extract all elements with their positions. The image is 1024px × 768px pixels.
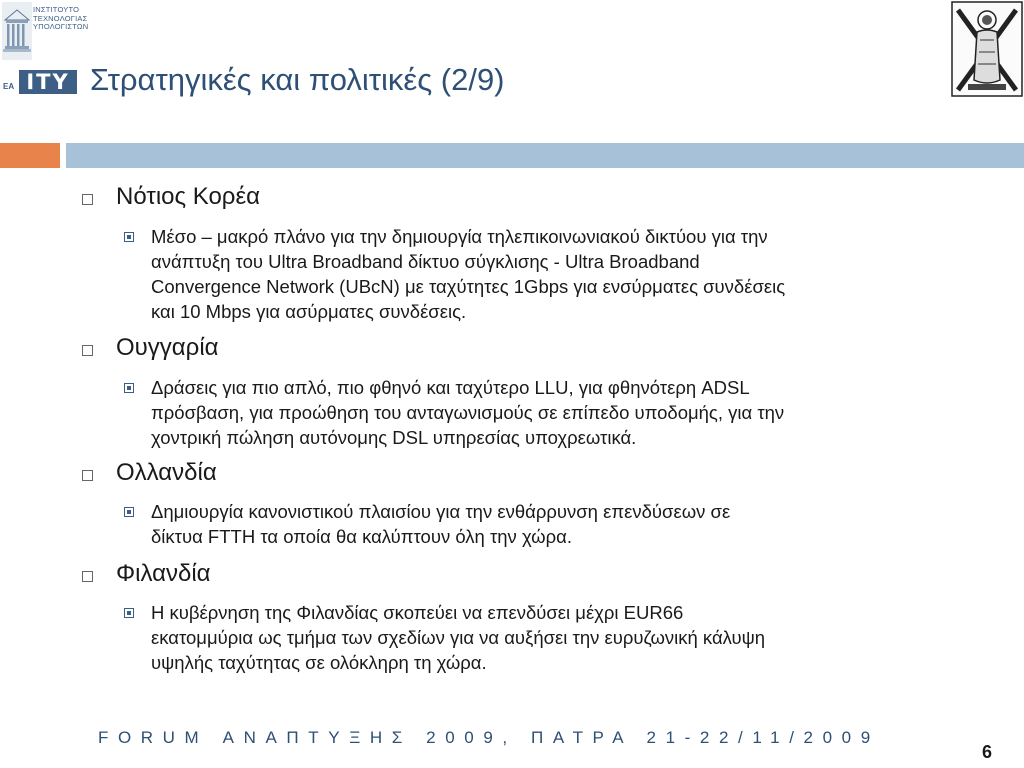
logo-prefix: ΕΑ	[3, 82, 15, 91]
bullet-square-icon	[82, 470, 93, 481]
section-text-finland: Η κυβέρνηση της Φιλανδίας σκοπεύει να επενδύσει μέχρι EUR66 εκατομμύρια ως τμήμα των σχεδίων για να αυξήσει την ευρυζωνική κάλυψη υψηλής ταχύτητας σε ολόκληρη τη χώρα.	[151, 602, 766, 673]
sub-bullet-icon	[124, 507, 134, 517]
section-text-hungary: Δράσεις για πιο απλό, πιο φθηνό και ταχύτερο LLU, για φθηνότερη ADSL πρόσβαση, για προώθηση του ανταγωνισμούς σε επίπεδο υποδομής, για την χοντρική πώληση αυτόνομης DSL υπηρεσίας υποχρεωτικά.	[151, 377, 785, 448]
saint-andrew-emblem-icon	[950, 0, 1024, 98]
page-number: 6	[982, 742, 993, 762]
slide-title: Στρατηγικές και πολιτικές (2/9)	[90, 62, 505, 97]
bullet-square-icon	[82, 194, 93, 205]
sub-bullet-icon	[124, 608, 134, 618]
section-text-south-korea: Μέσο – μακρό πλάνο για την δημιουργία τηλεπικοινωνιακού δικτύου για την ανάπτυξη του Ultra Broadband δίκτυο σύγκλισης - Ultra Broadband Convergence Network (UBcN) με ταχύτητες 1Gbps για ενσύρματες συνδέσεις και 10 Mbps για ασύρματες συνδέσεις.	[151, 226, 786, 322]
sub-bullet-icon	[124, 383, 134, 393]
accent-bar-orange	[0, 143, 60, 168]
footer-event: FORUM ΑΝΑΠΤΥΞΗΣ 2009, ΠΑΤΡΑ 21-22/11/2009	[98, 728, 880, 747]
section-title-netherlands: Ολλανδία	[116, 459, 217, 486]
ity-logo	[0, 0, 89, 96]
building-icon	[2, 2, 32, 60]
section-title-finland: Φιλανδία	[116, 560, 211, 587]
section-title-hungary: Ουγγαρία	[116, 334, 219, 361]
sub-bullet-icon	[124, 232, 134, 242]
bullet-square-icon	[82, 571, 93, 582]
section-title-south-korea: Νότιος Κορέα	[116, 183, 261, 210]
accent-bar-blue	[66, 143, 1024, 168]
bullet-square-icon	[82, 345, 93, 356]
org-name: ΙΝΣΤΙΤΟΥΤΟ ΤΕΧΝΟΛΟΓΙΑΣ ΥΠΟΛΟΓΙΣΤΩΝ	[33, 5, 89, 31]
logo-acronym: ΙΤΥ	[19, 70, 77, 94]
section-text-netherlands: Δημιουργία κανονιστικού πλαισίου για την ενθάρρυνση επενδύσεων σε δίκτυα FTTH τα οποία θα καλύπτουν όλη την χώρα.	[151, 501, 731, 547]
